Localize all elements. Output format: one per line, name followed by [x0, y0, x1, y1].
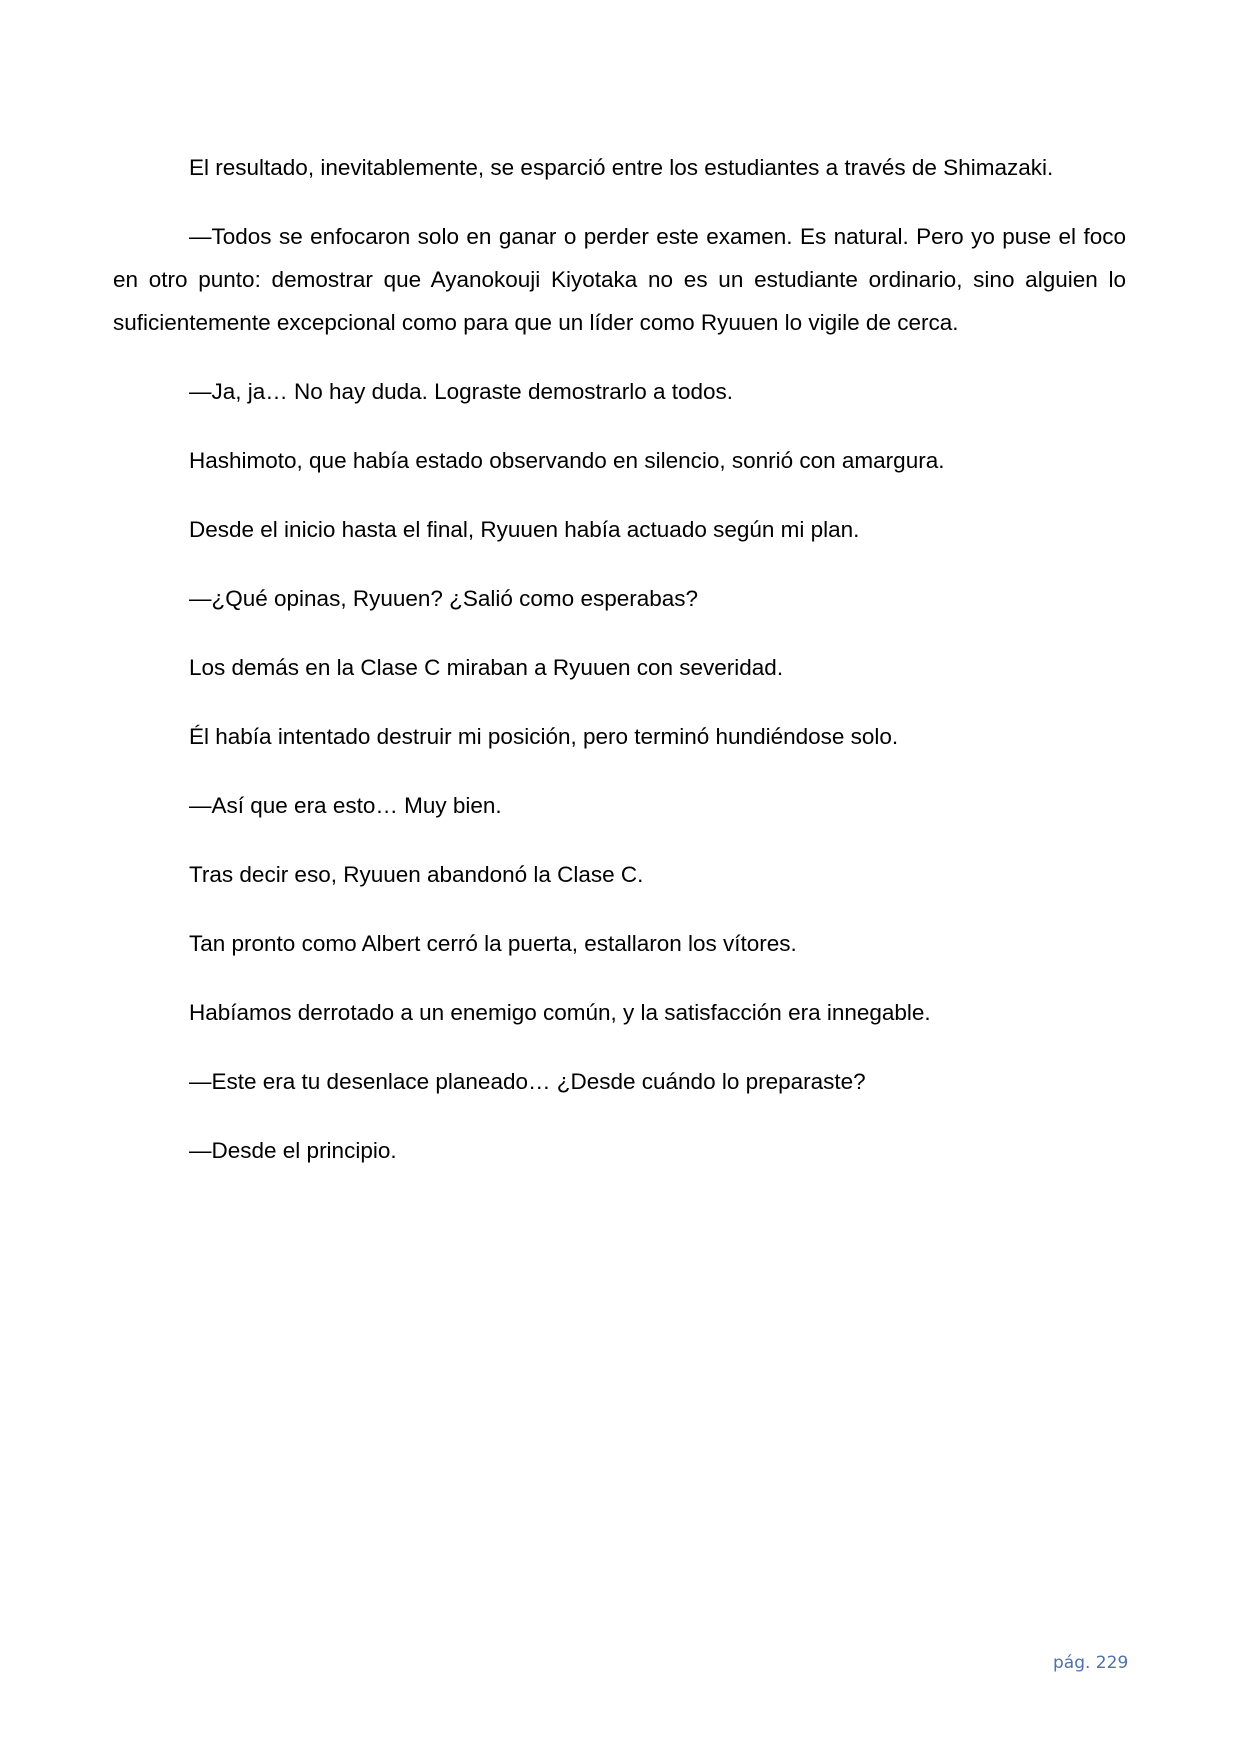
paragraph: —Todos se enfocaron solo en ganar o perder este examen. Es natural. Pero yo puse el foco en otro punto: demostrar que Ayanokouji Kiyotaka no es un estudiante ordinario, sino alguien lo suficientemente excepcional como para que un líder como Ryuuen lo vigile de cerca. — [113, 224, 1126, 335]
paragraph: —Desde el principio. — [189, 1138, 397, 1163]
paragraph: —Ja, ja… No hay duda. Lograste demostrarlo a todos. — [189, 379, 734, 404]
paragraph: Él había intentado destruir mi posición, pero terminó hundiéndose solo. — [189, 724, 899, 749]
paragraph: —¿Qué opinas, Ryuuen? ¿Salió como esperabas? — [189, 586, 699, 611]
paragraph: Desde el inicio hasta el final, Ryuuen había actuado según mi plan. — [189, 517, 860, 542]
paragraph: Tras decir eso, Ryuuen abandonó la Clase C. — [189, 862, 644, 887]
paragraph: Los demás en la Clase C miraban a Ryuuen con severidad. — [189, 655, 784, 680]
paragraph: Habíamos derrotado a un enemigo común, y la satisfacción era innegable. — [189, 1000, 931, 1025]
page-body — [113, 146, 1126, 1198]
paragraph: —Este era tu desenlace planeado… ¿Desde cuándo lo preparaste? — [189, 1069, 866, 1094]
paragraph: Tan pronto como Albert cerró la puerta, estallaron los vítores. — [189, 931, 797, 956]
paragraph: —Así que era esto… Muy bien. — [189, 793, 502, 818]
paragraph: El resultado, inevitablemente, se esparció entre los estudiantes a través de Shimazaki. — [189, 155, 1054, 180]
paragraph: Hashimoto, que había estado observando en silencio, sonrió con amargura. — [189, 448, 945, 473]
page-number: pág. 229 — [1053, 1653, 1129, 1673]
